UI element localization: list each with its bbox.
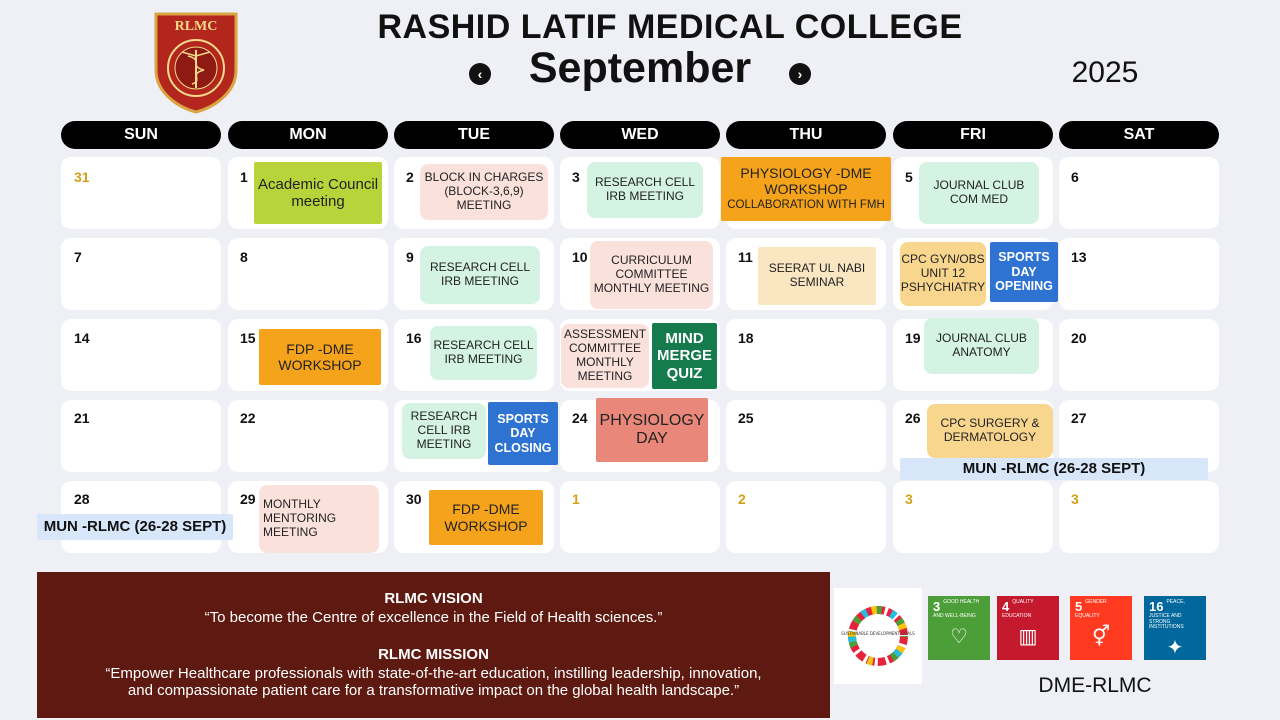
event-curriculum-committee[interactable]: CURRICULUM COMMITTEE MONTHLY MEETING <box>590 241 713 309</box>
weekday-thu: THU <box>726 121 886 149</box>
day-number: 5 <box>905 169 913 185</box>
day-number: 3 <box>572 169 580 185</box>
event-physiology-dme-workshop[interactable] <box>721 157 891 221</box>
event-research-irb[interactable]: RESEARCH CELL IRB MEETING <box>402 403 486 459</box>
event-assessment-committee[interactable]: ASSESSMENT COMMITTEE MONTHLY MEETING <box>561 324 649 388</box>
rlmc-logo <box>152 10 240 114</box>
weekday-sun: SUN <box>61 121 221 149</box>
sdg-wheel-icon <box>841 605 915 667</box>
event-research-irb[interactable]: RESEARCH CELL IRB MEETING <box>430 326 537 380</box>
sdg-number: 3 <box>933 599 941 614</box>
event-block-in-charges[interactable]: BLOCK IN CHARGES (BLOCK-3,6,9) MEETING <box>420 164 548 220</box>
chevron-left-icon: ‹ <box>477 66 483 82</box>
day-cell[interactable] <box>1059 157 1219 229</box>
vision-text: “To become the Centre of excellence in the Field of Health sciences.” <box>204 609 663 626</box>
sdg-wheel-logo <box>834 588 922 684</box>
day-number: 25 <box>738 410 754 426</box>
event-academic-council[interactable]: Academic Council meeting <box>254 162 382 224</box>
sdg-label: PEACE, JUSTICE AND STRONG INSTITUTIONS <box>1149 599 1185 631</box>
event-research-irb[interactable]: RESEARCH CELL IRB MEETING <box>420 246 540 304</box>
sdg-label: GENDER EQUALITY <box>1075 599 1107 620</box>
event-mun-rlmc[interactable]: MUN -RLMC (26-28 SEPT) <box>900 458 1208 480</box>
mission-text-line1: “Empower Healthcare professionals with state-of-the-art education, instilling leadership, innovation, <box>105 665 762 682</box>
day-number: 2 <box>406 169 414 185</box>
vision-mission-panel <box>37 572 830 718</box>
mission-title: RLMC MISSION <box>378 646 489 663</box>
sdg-number: 5 <box>1075 599 1083 614</box>
sdg-4-tile <box>997 596 1059 660</box>
event-cpc-surgery-dermatology[interactable]: CPC SURGERY & DERMATOLOGY <box>927 404 1053 458</box>
day-cell[interactable] <box>61 157 221 229</box>
vision-title: RLMC VISION <box>384 590 483 607</box>
event-cpc-gyn-obs[interactable]: CPC GYN/OBS UNIT 12 PSHYCHIATRY <box>900 242 986 306</box>
event-monthly-mentoring[interactable]: MONTHLY MENTORING MEETING <box>259 485 379 553</box>
gender-icon: ⚥ <box>1091 625 1111 648</box>
sdg-label: GOOD HEALTH AND WELL-BEING <box>933 599 980 620</box>
day-number: 14 <box>74 330 90 346</box>
event-sports-day-closing[interactable]: SPORTS DAY CLOSING <box>488 402 558 465</box>
sdg-wheel-label: SUSTAINABLE DEVELOPMENT GOALS <box>841 631 915 636</box>
weekday-sat: SAT <box>1059 121 1219 149</box>
day-number: 10 <box>572 249 588 265</box>
sdg-16-tile <box>1144 596 1206 660</box>
day-number: 20 <box>1071 330 1087 346</box>
mission-text-line2: and compassionate patient care for a transformative impact on the global health landscape.” <box>127 682 740 699</box>
day-number: 6 <box>1071 169 1079 185</box>
day-number: 28 <box>74 491 90 507</box>
prev-month-button[interactable] <box>469 63 491 85</box>
day-number: 31 <box>74 169 90 185</box>
event-physiology-day[interactable]: PHYSIOLOGY DAY <box>596 398 708 462</box>
day-number: 13 <box>1071 249 1087 265</box>
day-number: 3 <box>905 491 913 507</box>
sdg-label: QUALITY EDUCATION <box>1002 599 1034 620</box>
college-title: RASHID LATIF MEDICAL COLLEGE <box>377 8 963 46</box>
event-fdp-dme-workshop[interactable]: FDP -DME WORKSHOP <box>429 490 543 545</box>
day-number: 22 <box>240 410 256 426</box>
year-label: 2025 <box>1071 56 1139 89</box>
weekday-fri: FRI <box>893 121 1053 149</box>
month-title: September <box>528 44 752 92</box>
sdg-5-tile <box>1070 596 1132 660</box>
dme-rlmc-label: DME-RLMC <box>1038 674 1152 697</box>
event-seerat-seminar[interactable]: SEERAT UL NABI SEMINAR <box>758 247 876 305</box>
event-fdp-dme-workshop[interactable]: FDP -DME WORKSHOP <box>259 329 381 385</box>
day-number: 18 <box>738 330 754 346</box>
weekday-mon: MON <box>228 121 388 149</box>
day-number: 9 <box>406 249 414 265</box>
day-number: 1 <box>572 491 580 507</box>
event-journal-club-anatomy[interactable]: JOURNAL CLUB ANATOMY <box>924 318 1039 374</box>
day-number: 30 <box>406 491 422 507</box>
sdg-number: 16 <box>1149 599 1164 614</box>
day-number: 21 <box>74 410 90 426</box>
event-research-irb[interactable]: RESEARCH CELL IRB MEETING <box>587 162 703 218</box>
event-title: PHYSIOLOGY -DME WORKSHOP <box>740 165 872 198</box>
weekday-wed: WED <box>560 121 720 149</box>
day-number: 16 <box>406 330 422 346</box>
day-number: 15 <box>240 330 256 346</box>
sdg-3-tile <box>928 596 990 660</box>
day-number: 2 <box>738 491 746 507</box>
day-number: 8 <box>240 249 248 265</box>
heartbeat-icon: ♡ <box>950 625 968 648</box>
day-number: 24 <box>572 410 588 426</box>
chevron-right-icon: › <box>797 66 803 82</box>
day-number: 27 <box>1071 410 1087 426</box>
weekday-tue: TUE <box>394 121 554 149</box>
event-journal-club-com-med[interactable]: JOURNAL CLUB COM MED <box>919 162 1039 224</box>
dove-icon: ✦ <box>1166 636 1184 659</box>
next-month-button[interactable] <box>789 63 811 85</box>
logo-title: RLMC <box>174 19 218 34</box>
event-subtitle: COLLABORATION WITH FMH <box>727 199 885 212</box>
book-icon: ▥ <box>1018 625 1038 648</box>
event-mun-rlmc[interactable]: MUN -RLMC (26-28 SEPT) <box>37 514 233 540</box>
day-number: 1 <box>240 169 248 185</box>
sdg-number: 4 <box>1002 599 1010 614</box>
day-number: 19 <box>905 330 921 346</box>
event-mind-merge-quiz[interactable]: MIND MERGE QUIZ <box>652 323 717 389</box>
day-number: 7 <box>74 249 82 265</box>
day-number: 26 <box>905 410 921 426</box>
event-sports-day-opening[interactable]: SPORTS DAY OPENING <box>990 242 1058 302</box>
day-number: 3 <box>1071 491 1079 507</box>
day-number: 11 <box>738 249 753 265</box>
day-number: 29 <box>240 491 256 507</box>
